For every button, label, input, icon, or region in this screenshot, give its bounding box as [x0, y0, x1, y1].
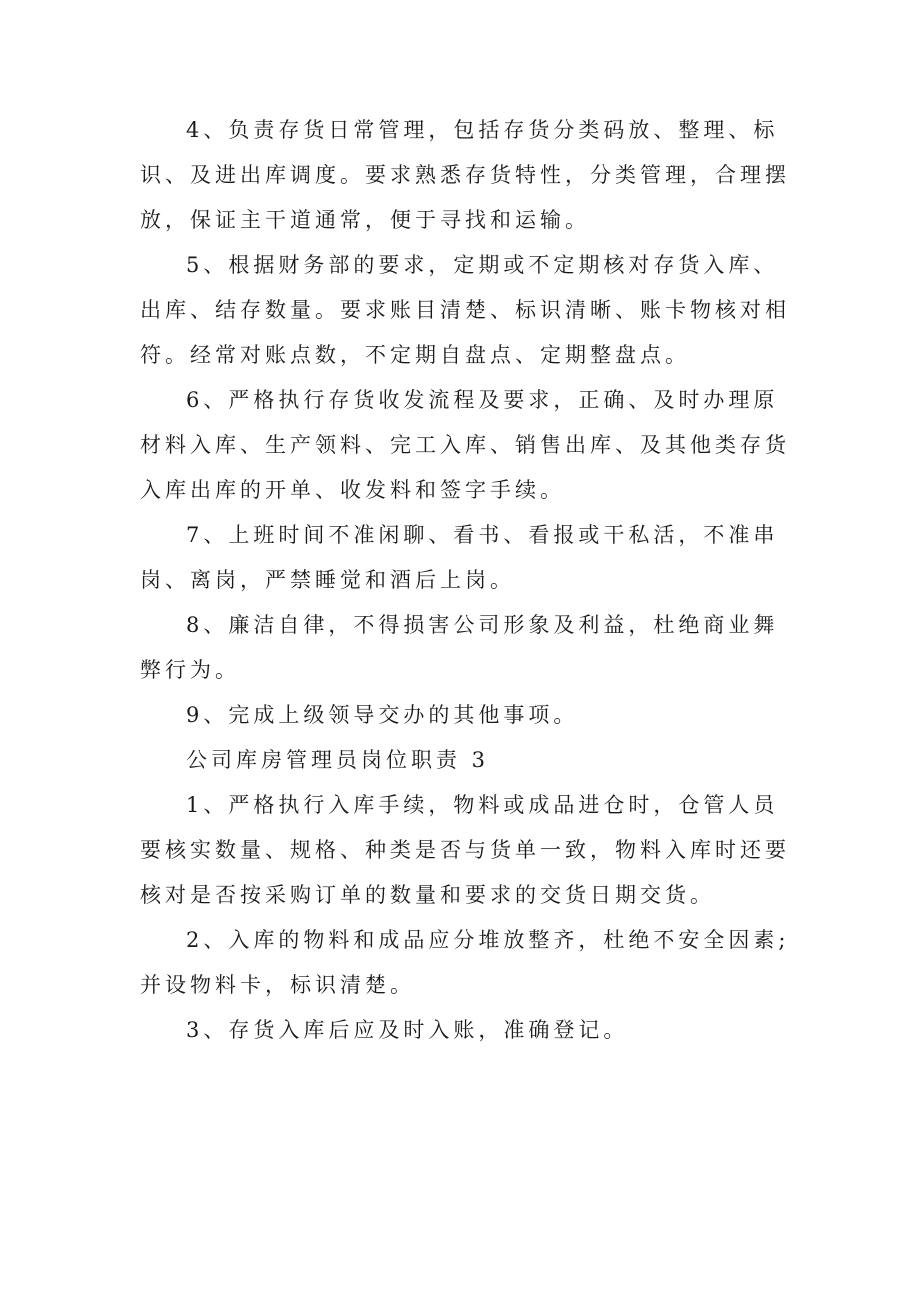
- document-body: [140, 108, 800, 1053]
- section-heading: 公司库房管理员岗位职责 3: [186, 748, 490, 772]
- paragraph-item-7: 7、上班时间不准闲聊、看书、看报或干私活，不准串岗、离岗，严禁睡觉和酒后上岗。: [140, 523, 779, 592]
- paragraph-item-1: 1、严格执行入库手续，物料或成品进仓时，仓管人员要核实数量、规格、种类是否与货单一致，物料入库时还要核对是否按采购订单的数量和要求的交货日期交货。: [140, 793, 790, 907]
- paragraph-item-2: 2、入库的物料和成品应分堆放整齐，杜绝不安全因素;并设物料卡，标识清楚。: [140, 928, 790, 997]
- paragraph-item-4: 4、负责存货日常管理，包括存货分类码放、整理、标识、及进出库调度。要求熟悉存货特性，分类管理，合理摆放，保证主干道通常，便于寻找和运输。: [140, 118, 790, 232]
- paragraph-item-5: 5、根据财务部的要求，定期或不定期核对存货入库、出库、结存数量。要求账目清楚、标识清晰、账卡物核对相符。经常对账点数，不定期自盘点、定期整盘点。: [140, 253, 790, 367]
- paragraph-item-3: 3、存货入库后应及时入账，准确登记。: [186, 1018, 629, 1042]
- paragraph-item-8: 8、廉洁自律，不得损害公司形象及利益，杜绝商业舞弊行为。: [140, 613, 779, 682]
- paragraph-item-6: 6、严格执行存货收发流程及要求，正确、及时办理原材料入库、生产领料、完工入库、销售出库、及其他类存货入库出库的开单、收发料和签字手续。: [140, 388, 790, 502]
- paragraph-item-9: 9、完成上级领导交办的其他事项。: [186, 703, 579, 727]
